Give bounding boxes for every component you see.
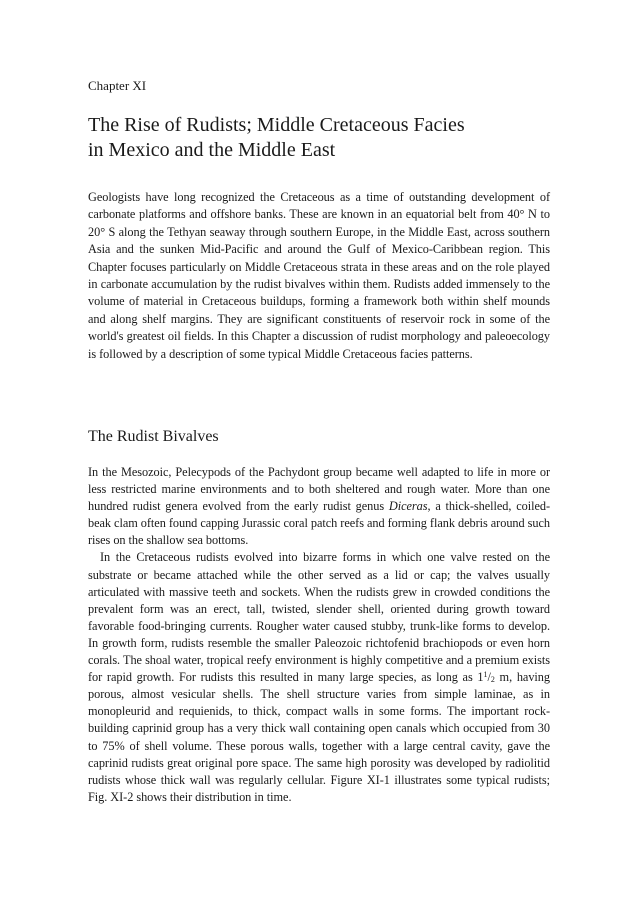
- genus-name-italic: Diceras: [388, 499, 428, 514]
- fraction-slash: /: [487, 670, 491, 685]
- chapter-label: Chapter XI: [88, 78, 147, 93]
- p1-text-a: In the Mesozoic, Pelecypods of the Pachydont group became well adapted to life in more or less restricted marine environments and to both sheltered and rough water. More than one hundred rudist genera evolved from the early rudist genus: [88, 465, 550, 514]
- chapter-title-line-2: in Mexico and the Middle East: [88, 139, 336, 161]
- section-heading: The Rudist Bivalves: [88, 428, 219, 445]
- p2-text-a: In the Cretaceous rudists evolved into bizarre forms in which one valve rested on the substrate or became attached while the other served as a lid or cap; the valves usually articulated with massive teeth and sockets. When the rudists grew in crowded conditions the prevalent form was an erect, tall, twisted, slender shell, oriented during growth toward favorable food-bringing currents. Rougher water caused stubby, trunk-like forms to develop. In growth form, rudists resemble the smaller Paleozoic richtofenid brachiopods or even horn corals. The shoal water, tropical reefy environment is highly competitive and a premium exists for rapid growth. For rudists this resulted in many large species, as long as 1: [88, 550, 550, 685]
- intro-paragraph: Geologists have long recognized the Cretaceous as a time of outstanding development of carbonate platforms and offshore banks. These are known in an equatorial belt from 40° N to 20° S along the Tethyan seaway through southern Europe, in the Middle East, across southern Asia and the sunken Mid-Pacific and around the Gulf of Mexico-Caribbean region. This Chapter focuses particularly on Middle Cretaceous strata in these areas and on the role played in carbonate accumulation by the rudist bivalves within them. Rudists added immensely to the volume of material in Cretaceous buildups, forming a framework both within shelf mounds and along shelf margins. They are significant constituents of reservoir rock in some of the world's greatest oil fields. In this Chapter a discussion of rudist morphology and paleoecology is followed by a description of some typical Middle Cretaceous facies patterns.: [88, 190, 550, 361]
- p1-text-b: , a thick-shelled, coiled-beak clam often found capping Jurassic coral patch reefs and forming flank debris around such rises on the shallow sea bottoms.: [88, 499, 550, 548]
- body-paragraph-1: [88, 464, 550, 549]
- section-body: [88, 464, 550, 806]
- chapter-title-line-1: The Rise of Rudists; Middle Cretaceous Facies: [88, 114, 465, 136]
- p2-text-b: m, having porous, almost vesicular shells. The shell structure varies from simple laminae, as in monopleurid and requienids, to thick, compact walls in some forms. The important rock-building caprinid group has a very thick wall containing open canals which occupied from 30 to 75% of shell volume. These porous walls, together with a large central cavity, gave the caprinid rudists great original pore space. The same high porosity was developed by radiolitid rudists whose thick wall was regularly cellular. Figure XI-1 illustrates some typical rudists; Fig. XI-2 shows their distribution in time.: [88, 670, 550, 804]
- fraction-denominator: 2: [490, 675, 495, 685]
- chapter-title: [88, 113, 558, 163]
- body-paragraph-2: [88, 549, 550, 805]
- fraction-numerator: 1: [483, 670, 488, 680]
